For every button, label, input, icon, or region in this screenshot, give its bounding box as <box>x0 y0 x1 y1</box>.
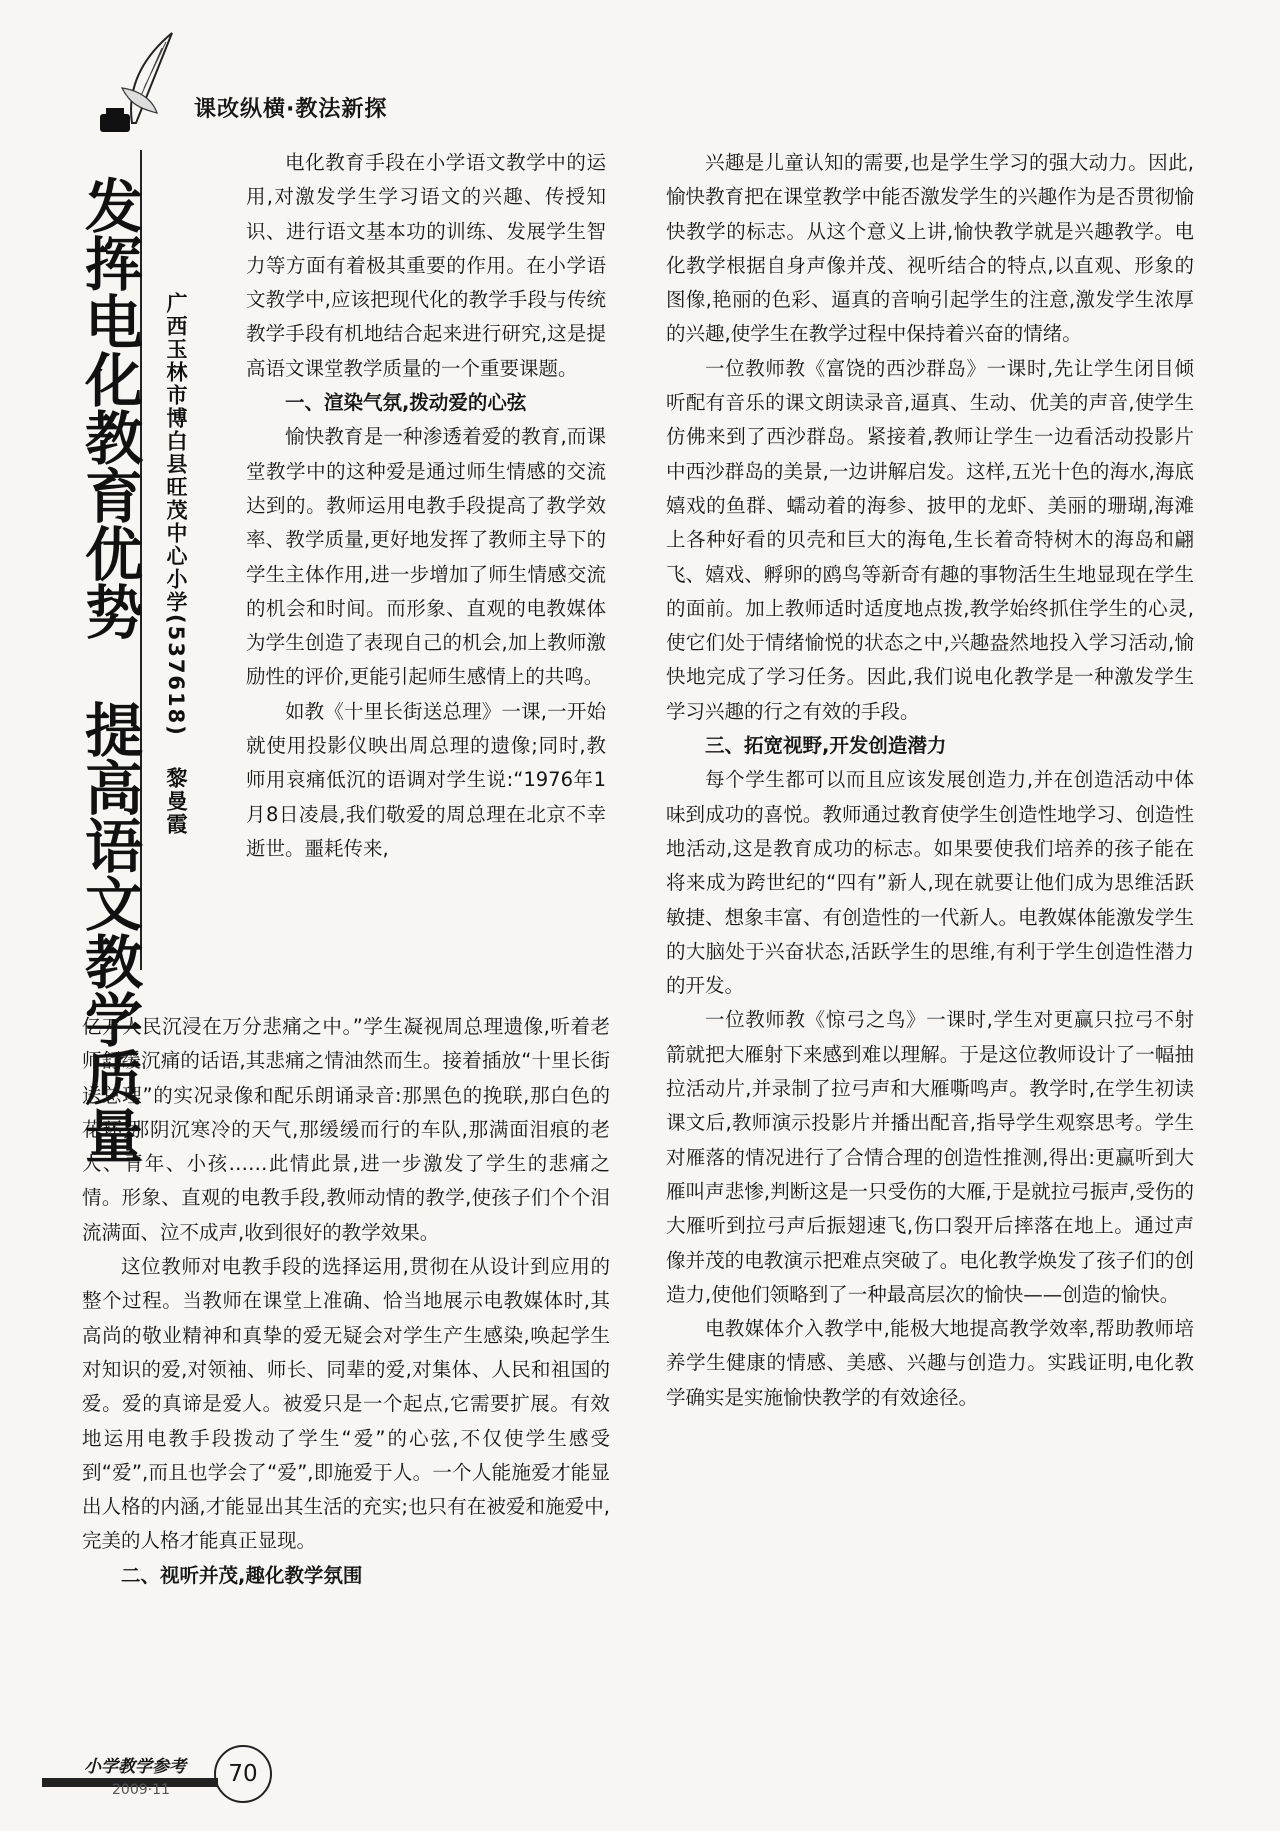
paragraph-continued: 亿万人民沉浸在万分悲痛之中。”学生凝视周总理遗像,听着老师舒缓沉痛的话语,其悲痛之情油然而生。接着插放“十里长街送总理”的实况录像和配乐朗诵录音:那黑色的挽联,那白色的花环,那阴沉寒冷的天气,那缓缓而行的车队,那满面泪痕的老人、青年、小孩……此情此景,进一步激发了学生的悲痛之情。形象、直观的电教手段,教师动情的教学,使孩子们个个泪流满面、泣不成声,收到很好的教学效果。 <box>82 1015 610 1244</box>
section-heading-2: 二、视听并茂,趣化教学氛围 <box>121 1563 363 1587</box>
journal-name: 小学教学参考 <box>84 1757 186 1777</box>
author-block <box>163 292 189 836</box>
paragraph: 兴趣是儿童认知的需要,也是学生学习的强大动力。因此,愉快教育把在课堂教学中能否激发学生的兴趣作为是否贯彻愉快教学的标志。从这个意义上讲,愉快教学就是兴趣教学。电化教学根据自身声像并茂、视听结合的特点,以直观、形象的图像,艳丽的色彩、逼真的音响引起学生的注意,激发学生浓厚的兴趣,使学生在教学过程中保持着兴奋的情绪。 <box>666 151 1194 346</box>
paragraph: 一位教师教《惊弓之鸟》一课时,学生对更赢只拉弓不射箭就把大雁射下来感到难以理解。于是这位教师设计了一幅抽拉活动片,并录制了拉弓声和大雁嘶鸣声。教学时,在学生初读课文后,教师演示投影片并播出配音,指导学生观察思考。学生对雁落的情况进行了合情合理的创造性推测,得出:更赢听到大雁叫声悲惨,判断这是一只受伤的大雁,于是就拉弓振声,受伤的大雁听到拉弓声后振翅速飞,伤口裂开后摔落在地上。通过声像并茂的电教演示把难点突破了。电化教学焕发了孩子们的创造力,使他们领略到了一种最高层次的愉快——创造的愉快。 <box>666 1008 1194 1306</box>
quill-ink-logo-icon <box>92 28 182 138</box>
section-heading-3: 三、拓宽视野,开发创造潜力 <box>705 734 947 758</box>
section-heading-1: 一、渲染气氛,拨动爱的心弦 <box>285 391 527 415</box>
affiliation: 广西玉林市博白县旺茂中心小学(537618) <box>164 292 188 737</box>
left-column-lower <box>82 1010 610 1593</box>
paragraph: 这位教师对电教手段的选择运用,贯彻在从设计到应用的整个过程。当教师在课堂上准确、恰当地展示电教媒体时,其高尚的敬业精神和真挚的爱无疑会对学生产生感染,唤起学生对知识的爱,对领袖、师长、同辈的爱,对集体、人民和祖国的爱。爱的真谛是爱人。被爱只是一个起点,它需要扩展。有效地运用电教手段拨动了学生“爱”的心弦,不仅使学生感受到“爱”,而且也学会了“爱”,即施爱于人。一个人能施爱才能显出人格的内涵,才能显出其生活的充实;也只有在被爱和施爱中,完美的人格才能真正显现。 <box>82 1255 610 1553</box>
title-part-2: 提高语文教学质量 <box>75 700 143 1164</box>
paragraph: 愉快教育是一种渗透着爱的教育,而课堂教学中的这种爱是通过师生情感的交流达到的。教师运用电教手段提高了教学效率、教学质量,更好地发挥了教师主导下的学生主体作用,进一步增加了师生情感交流的机会和时间。而形象、直观的电教媒体为学生创造了表现自己的机会,加上教师激励性的评价,更能引起师生感情上的共鸣。 <box>246 425 606 689</box>
title-part-1: 发挥电化教育优势 <box>75 176 143 640</box>
paragraph: 电教媒体介入教学中,能极大地提高教学效率,帮助教师培养学生健康的情感、美感、兴趣与创造力。实践证明,电化教学确实是实施愉快教学的有效途径。 <box>666 1317 1194 1409</box>
page-number: 70 <box>214 1745 272 1803</box>
journal-issue: 2009·11 <box>112 1782 170 1798</box>
lead-column <box>246 146 606 866</box>
paragraph: 每个学生都可以而且应该发展创造力,并在创造活动中体味到成功的喜悦。教师通过教育使学生创造性地学习、创造性地活动,这是教育成功的标志。如果要使我们培养的孩子能在将来成为跨世纪的“四有”新人,现在就要让他们成为思维活跃敏捷、想象丰富、有创造性的一代新人。电教媒体能激发学生的大脑处于兴奋状态,活跃学生的思维,有利于学生创造性潜力的开发。 <box>666 768 1194 998</box>
paragraph: 如教《十里长街送总理》一课,一开始就使用投影仪映出周总理的遗像;同时,教师用哀痛低沉的语调对学生说:“1976年1月8日凌晨,我们敬爱的周总理在北京不幸逝世。噩耗传来, <box>246 699 606 860</box>
paragraph: 电化教育手段在小学语文教学中的运用,对激发学生学习语文的兴趣、传授知识、进行语文基本功的训练、发展学生智力等方面有着极其重要的作用。在小学语文教学中,应该把现代化的教学手段与传统教学手段有机地结合起来进行研究,这是提高语文课堂教学质量的一个重要课题。 <box>246 151 606 380</box>
section-header: 课改纵横·教法新探 <box>194 97 388 122</box>
author-name: 黎曼霞 <box>164 766 188 836</box>
right-column <box>666 146 1194 1415</box>
paragraph: 一位教师教《富饶的西沙群岛》一课时,先让学生闭目倾听配有音乐的课文朗读录音,逼真、生动、优美的声音,使学生仿佛来到了西沙群岛。紧接着,教师让学生一边看活动投影片中西沙群岛的美景,一边讲解启发。这样,五光十色的海水,海底嬉戏的鱼群、蠕动着的海参、披甲的龙虾、美丽的珊瑚,海滩上各种好看的贝壳和巨大的海龟,生长着奇特树木的海岛和翩飞、嬉戏、孵卵的鸥鸟等新奇有趣的事物活生生地显现在学生的面前。加上教师适时适度地点拨,教学始终抓住学生的心灵,使它们处于情绪愉悦的状态之中,兴趣盎然地投入学习活动,愉快地完成了学习任务。因此,我们说电化教学是一种激发学生学习兴趣的行之有效的手段。 <box>666 356 1194 723</box>
